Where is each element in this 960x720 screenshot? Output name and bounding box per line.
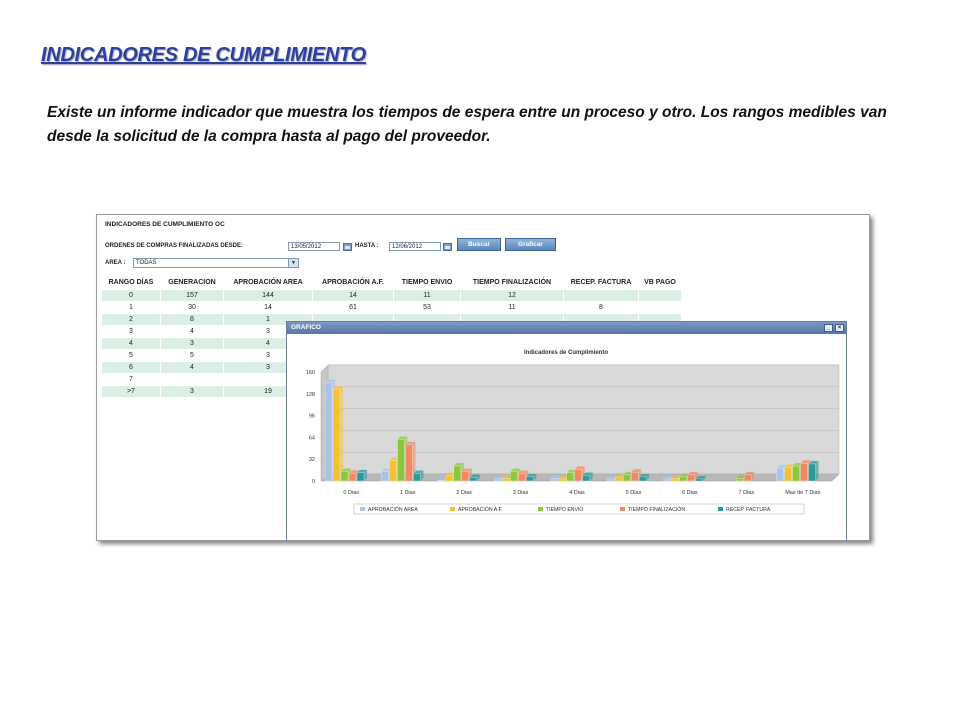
- bar: [777, 468, 784, 481]
- slide-title: INDICADORES DE CUMPLIMIENTO: [41, 44, 366, 66]
- table-cell: 144: [224, 290, 312, 301]
- bar: [446, 476, 453, 481]
- graficar-button[interactable]: Graficar: [505, 238, 556, 251]
- legend-item: TIEMPO ENVIO: [546, 507, 584, 513]
- table-cell: 7: [102, 374, 160, 385]
- table-cell: 1: [224, 314, 312, 325]
- bar: [575, 469, 582, 481]
- legend-item: RECEP. FACTURA: [726, 507, 771, 513]
- table-row: [102, 290, 681, 301]
- bar: [462, 471, 469, 481]
- y-tick-label: 128: [305, 391, 315, 398]
- app-screenshot: [96, 214, 870, 541]
- bar: [397, 439, 404, 481]
- table-cell: 4: [224, 338, 312, 349]
- hasta-label: HASTA :: [355, 243, 379, 249]
- table-cell: 19: [224, 386, 312, 397]
- bar: [405, 445, 412, 481]
- table-cell: 61: [313, 302, 393, 313]
- area-label: AREA :: [105, 260, 126, 266]
- x-tick-label: 6 Dias: [682, 490, 698, 496]
- bar: [567, 473, 574, 481]
- x-tick-label: 0 Dias: [343, 490, 360, 496]
- legend-swatch: [360, 507, 365, 511]
- table-header: TIEMPO FINALIZACIÓN: [472, 279, 552, 286]
- bar: [381, 471, 388, 481]
- legend-swatch: [450, 507, 455, 511]
- bar: [688, 475, 695, 481]
- table-cell: [161, 374, 223, 385]
- table-header: RECEP. FACTURA: [570, 279, 632, 286]
- indicadores-chart: [287, 334, 846, 541]
- bar: [785, 467, 792, 481]
- desde-label: ORDENES DE COMPRAS FINALIZADAS DESDE:: [105, 243, 244, 249]
- table-cell: 4: [102, 338, 160, 349]
- bar: [518, 474, 525, 481]
- table-cell: [639, 302, 681, 313]
- table-cell: 11: [461, 302, 563, 313]
- y-tick-label: 160: [305, 370, 315, 376]
- legend-swatch: [538, 507, 543, 511]
- x-tick-label: 7 Dias: [738, 490, 755, 496]
- table-cell: 30: [161, 302, 223, 313]
- chart-title: Indicadores de Cumplimiento: [523, 350, 609, 356]
- x-tick-label: 5 Dias: [625, 490, 642, 496]
- bar: [349, 474, 356, 481]
- table-cell: 14: [224, 302, 312, 313]
- bar: [607, 479, 614, 481]
- bar-side: [816, 461, 819, 481]
- bar: [615, 478, 622, 481]
- legend-swatch: [718, 507, 723, 511]
- table-cell: 4: [161, 326, 223, 337]
- close-icon[interactable]: ×: [835, 324, 844, 332]
- bar: [357, 473, 364, 481]
- table-cell: 53: [394, 302, 460, 313]
- bar: [736, 478, 743, 481]
- bar: [333, 389, 340, 481]
- desde-input[interactable]: 13/05/2012: [288, 242, 340, 251]
- area-select[interactable]: [133, 258, 299, 268]
- bar: [325, 383, 332, 481]
- table-cell: [564, 290, 638, 301]
- table-cell: 3: [224, 362, 312, 373]
- table-cell: 3: [161, 386, 223, 397]
- bar: [696, 479, 703, 481]
- bar: [809, 464, 816, 481]
- x-tick-label: 1 Dias: [399, 490, 416, 496]
- buscar-button[interactable]: Buscar: [457, 238, 501, 251]
- bar: [438, 480, 445, 481]
- bar: [583, 476, 590, 481]
- bar: [413, 474, 420, 481]
- bar: [801, 463, 808, 481]
- x-tick-label: 3 Dias: [512, 490, 529, 496]
- bar: [664, 479, 671, 481]
- bar: [454, 466, 461, 481]
- legend-item: TIEMPO FINALIZACIÓN: [628, 507, 686, 513]
- chevron-down-icon[interactable]: ▼: [288, 259, 298, 267]
- bar: [672, 478, 679, 481]
- bar: [680, 477, 687, 481]
- table-cell: 12: [461, 290, 563, 301]
- window-title: GRAFICO: [291, 324, 321, 331]
- y-tick-label: 64: [308, 435, 315, 442]
- table-header-row: [102, 276, 681, 289]
- table-cell: 14: [313, 290, 393, 301]
- bar: [631, 472, 638, 481]
- bar: [551, 478, 558, 481]
- table-cell: >7: [102, 386, 160, 397]
- bar: [793, 466, 800, 481]
- legend-item: APROBACIÓN AREA: [368, 507, 418, 513]
- legend-item: APROBACIÓN A.F.: [458, 507, 503, 513]
- legend-swatch: [620, 507, 625, 511]
- table-header: APROBACIÓN AREA: [233, 279, 303, 286]
- table-cell: 157: [161, 290, 223, 301]
- x-tick-label: 4 Dias: [569, 490, 585, 496]
- minimize-icon[interactable]: _: [824, 324, 833, 332]
- table-cell: 5: [161, 350, 223, 361]
- table-cell: 0: [102, 290, 160, 301]
- table-cell: [639, 290, 681, 301]
- table-row: [102, 302, 681, 313]
- bar: [639, 477, 646, 481]
- bar: [494, 479, 501, 481]
- grafico-window: [286, 321, 847, 541]
- x-tick-label: Mas de 7 Dias: [785, 490, 821, 496]
- y-tick-label: 32: [308, 457, 315, 464]
- bar: [559, 479, 566, 481]
- table-cell: 3: [161, 338, 223, 349]
- area-select-value: TODAS: [136, 260, 157, 266]
- table-header: TIEMPO ENVIO: [401, 279, 453, 286]
- table-cell: 6: [102, 362, 160, 373]
- bar: [744, 475, 751, 481]
- table-cell: 8: [564, 302, 638, 313]
- bar-side: [340, 386, 343, 481]
- bar: [623, 475, 630, 481]
- bar: [502, 478, 509, 481]
- table-cell: 8: [161, 314, 223, 325]
- table-header: APROBACIÓN A.F.: [322, 279, 384, 286]
- table-cell: 2: [102, 314, 160, 325]
- table-cell: 3: [224, 350, 312, 361]
- bar: [389, 461, 396, 481]
- table-cell: 1: [102, 302, 160, 313]
- y-tick-label: 0: [311, 479, 315, 485]
- app-title: INDICADORES DE CUMPLIMIENTO OC: [105, 221, 225, 228]
- bar: [470, 478, 477, 481]
- bar: [526, 477, 533, 481]
- y-tick-label: 96: [308, 413, 315, 420]
- table-cell: 3: [102, 326, 160, 337]
- window-titlebar[interactable]: [287, 322, 846, 334]
- slide-description: Existe un informe indicador que muestra los tiempos de espera entre un proceso y otro. Los rangos medibles van desde la solicitud de la compra hasta al pago del proveedor.: [47, 104, 887, 145]
- table-cell: 3: [224, 326, 312, 337]
- table-cell: 4: [161, 362, 223, 373]
- table-header: VB PAGO: [644, 279, 676, 286]
- table-cell: 11: [394, 290, 460, 301]
- calendar-icon[interactable]: [443, 243, 452, 251]
- table-header: RANGO DÍAS: [108, 279, 154, 286]
- hasta-input[interactable]: 12/06/2012: [389, 242, 441, 251]
- bar: [341, 471, 348, 481]
- calendar-icon[interactable]: [343, 243, 352, 251]
- x-tick-label: 2 Dias: [456, 490, 472, 496]
- table-cell: 5: [102, 350, 160, 361]
- bar: [510, 471, 517, 481]
- table-header: GENERACION: [168, 279, 216, 286]
